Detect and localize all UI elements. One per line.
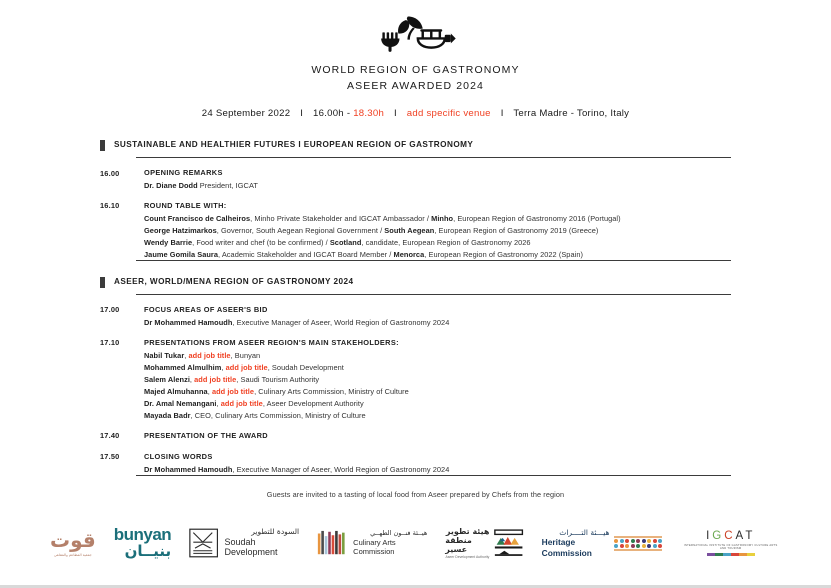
- speaker-name: Wendy Barrie: [144, 237, 193, 247]
- speaker-role: ,: [216, 398, 221, 408]
- logo-culinary-en: Culinary Arts Commission: [353, 537, 396, 556]
- programme-item: [100, 338, 731, 422]
- speaker-role: ,: [221, 362, 226, 372]
- speaker-role: , Executive Manager of Aseer, World Region of Gastronomy 2024: [232, 464, 450, 474]
- section-header: [100, 140, 731, 151]
- speaker-role: ,: [189, 374, 195, 384]
- section-title: SUSTAINABLE AND HEALTHIER FUTURES I EUROPEAN REGION OF GASTRONOMY: [114, 140, 474, 149]
- logo-aseer-development-authority: [445, 527, 523, 560]
- region-detail: , Aseer Development Authority: [262, 398, 364, 408]
- region-detail: , Soudah Development: [267, 362, 344, 372]
- region-detail: , European Region of Gastronomy 2022 (Spain): [424, 249, 583, 259]
- item-time: 17.40: [100, 431, 120, 441]
- programme-content: [0, 140, 831, 499]
- programme-section: [100, 140, 731, 261]
- logo-bunyan: [114, 527, 171, 558]
- item-time: 17.10: [100, 338, 120, 348]
- item-heading: CLOSING WORDS: [144, 451, 213, 461]
- logo-qoot-subtitle: جمعية المطاعم والمقاهي: [53, 552, 92, 557]
- programme-item: [100, 452, 731, 476]
- logo-aseer-ar1: هيئة تطوير: [445, 526, 490, 536]
- meta-separator-2: I: [393, 108, 397, 119]
- item-time: 17.50: [100, 452, 120, 462]
- soudah-mark-icon: [189, 526, 218, 560]
- event-meta: [0, 108, 831, 119]
- section-accent-bar: [100, 277, 105, 288]
- region-name: Menorca: [393, 249, 425, 259]
- item-time: 16.10: [100, 201, 120, 211]
- speaker-name: Mohammed Almulhim: [144, 362, 222, 372]
- sponsor-logo-strip: [0, 515, 831, 571]
- section-header: [100, 277, 731, 288]
- speaker-line: [144, 374, 731, 386]
- region-detail: , Culinary Arts Commission, Ministry of Culture: [254, 386, 409, 396]
- speaker-name: Jaume Gomila Saura: [144, 249, 219, 259]
- event-time-end: 18.30h: [353, 108, 385, 119]
- add-job-title-placeholder[interactable]: add job title: [194, 374, 237, 384]
- igcat-color-strip-icon: [707, 553, 755, 556]
- speaker-line: [144, 213, 731, 225]
- speaker-name: Nabil Tukar: [144, 350, 185, 360]
- logo-qoot: [50, 527, 96, 557]
- item-body: [144, 305, 731, 329]
- item-heading: FOCUS AREAS OF ASEER'S BID: [144, 304, 268, 314]
- speaker-role: ,: [184, 350, 189, 360]
- section-divider: [136, 157, 731, 158]
- programme-item: [100, 168, 731, 192]
- speaker-role: , CEO, Culinary Arts Commission, Ministry of Culture: [190, 410, 366, 420]
- page-header: [0, 0, 831, 119]
- item-body: [144, 338, 731, 422]
- section-divider: [136, 294, 731, 295]
- logo-qoot-word: قوت: [50, 527, 96, 552]
- section-accent-bar: [100, 140, 105, 151]
- speaker-name: Majed Almuhanna: [144, 386, 208, 396]
- event-time-start: 16.00h: [313, 108, 344, 119]
- item-heading: OPENING REMARKS: [144, 168, 223, 177]
- closing-note: Guests are invited to a tasting of local food from Aseer prepared by Chefs from the region: [266, 489, 565, 499]
- speaker-line: [144, 180, 731, 192]
- item-heading: PRESENTATIONS FROM ASEER REGION'S MAIN STAKEHOLDERS:: [144, 337, 399, 347]
- speaker-line: [144, 362, 731, 374]
- speaker-role: , Minho Private Stakeholder and IGCAT Ambassador /: [250, 213, 432, 223]
- fork-leaf-gastronomy-icon: [370, 14, 462, 58]
- logo-igcat-subtitle: INTERNATIONAL INSTITUTE OF GASTRONOMY CULTURE ARTS AND TOURISM: [683, 544, 778, 550]
- speaker-name: Dr. Diane Dodd: [144, 181, 198, 190]
- speaker-line: [144, 317, 731, 329]
- meta-separator-1: I: [300, 108, 304, 119]
- add-job-title-placeholder[interactable]: add job title: [188, 350, 231, 360]
- speaker-role: , Governor, South Aegean Regional Government /: [216, 225, 385, 235]
- logo-soudah-ar: السودة للتطوير: [251, 527, 300, 537]
- section-title: ASEER, WORLD/MENA REGION OF GASTRONOMY 2024: [114, 276, 354, 286]
- region-detail: , Saudi Tourism Authority: [236, 374, 320, 384]
- speaker-line: [144, 237, 731, 249]
- speaker-name: Salem Alenzi: [144, 374, 190, 384]
- logo-culinary-ar: هيــئة فنــون الطهــي: [370, 529, 428, 538]
- speaker-role: , Executive Manager of Aseer, World Region of Gastronomy 2024: [232, 317, 450, 327]
- region-name: Minho: [431, 213, 454, 223]
- speaker-line: [144, 398, 731, 410]
- item-body: [144, 201, 731, 261]
- aseer-mountains-icon: [494, 527, 523, 559]
- speaker-role: , Food writer and chef (to be confirmed) /: [192, 237, 330, 247]
- logo-heritage-commission: [542, 528, 663, 557]
- programme-item: [100, 305, 731, 329]
- region-detail: , European Region of Gastronomy 2016 (Portugal): [453, 213, 621, 223]
- add-job-title-placeholder[interactable]: add job title: [225, 362, 268, 372]
- event-location: Terra Madre - Torino, Italy: [513, 108, 630, 119]
- speaker-line: [144, 225, 731, 237]
- brand-subtitle: ASEER AWARDED 2024: [347, 80, 484, 92]
- section-bottom-rule: [136, 475, 731, 476]
- brand-title: WORLD REGION OF GASTRONOMY: [311, 64, 520, 76]
- speaker-role: , Academic Stakeholder and IGCAT Board Member /: [218, 249, 394, 259]
- add-job-title-placeholder[interactable]: add job title: [211, 386, 255, 396]
- item-body: [144, 168, 731, 192]
- speaker-name: Dr Mohammed Hamoudh: [144, 317, 233, 327]
- add-job-title-placeholder[interactable]: add job title: [220, 398, 263, 408]
- item-body: [144, 452, 731, 476]
- region-detail: , Bunyan: [230, 350, 261, 360]
- speaker-name: George Hatzimarkos: [144, 225, 217, 235]
- speaker-name: Dr. Amal Nemangani: [144, 398, 217, 408]
- logo-bunyan-en: bunyan: [113, 525, 172, 545]
- programme-section: [100, 277, 731, 476]
- logo-aseer-en: Aseer Development Authority: [445, 555, 490, 560]
- logo-bunyan-ar: بنيــان: [124, 541, 172, 560]
- speaker-name: Count Francisco de Calheiros: [144, 213, 251, 223]
- meta-separator-3: I: [500, 108, 504, 119]
- logo-aseer-ar2: منطقة عسير: [445, 535, 472, 555]
- venue-placeholder: add specific venue: [406, 108, 491, 119]
- meta-dash: -: [346, 108, 351, 119]
- culinary-arts-mark-icon: [317, 528, 348, 558]
- logo-heritage-ar: هيـــئة التــــراث: [559, 528, 610, 538]
- speaker-name: Mayada Badr: [144, 410, 191, 420]
- section-bottom-rule: [136, 260, 731, 261]
- item-time: 16.00: [100, 168, 120, 178]
- logo-igcat: [680, 531, 781, 556]
- item-heading: ROUND TABLE WITH:: [144, 200, 227, 210]
- speaker-role: ,: [207, 386, 212, 396]
- item-time: 17.00: [100, 305, 120, 315]
- speaker-name: Dr Mohammed Hamoudh: [144, 464, 233, 474]
- logo-igcat-word: IGCAT: [706, 529, 756, 542]
- logo-soudah-development: [189, 526, 299, 560]
- heritage-pattern-icon: [614, 536, 662, 551]
- region-detail: , candidate, European Region of Gastronomy 2026: [361, 237, 531, 247]
- speaker-line: [144, 410, 731, 422]
- region-name: South Aegean: [384, 225, 435, 235]
- region-name: Scotland: [329, 237, 362, 247]
- item-body: [144, 431, 731, 443]
- programme-item: [100, 201, 731, 261]
- region-detail: , European Region of Gastronomy 2019 (Greece): [434, 225, 599, 235]
- speaker-line: [144, 350, 731, 362]
- speaker-line: [144, 386, 731, 398]
- logo-soudah-en: Soudah Development: [224, 536, 278, 558]
- logo-culinary-arts-commission: [317, 528, 427, 558]
- item-heading: PRESENTATION OF THE AWARD: [144, 430, 268, 440]
- programme-item: [100, 431, 731, 443]
- event-date: 24 September 2022: [201, 108, 291, 119]
- logo-heritage-en: Heritage Commission: [541, 537, 592, 558]
- speaker-role: President, IGCAT: [197, 181, 258, 190]
